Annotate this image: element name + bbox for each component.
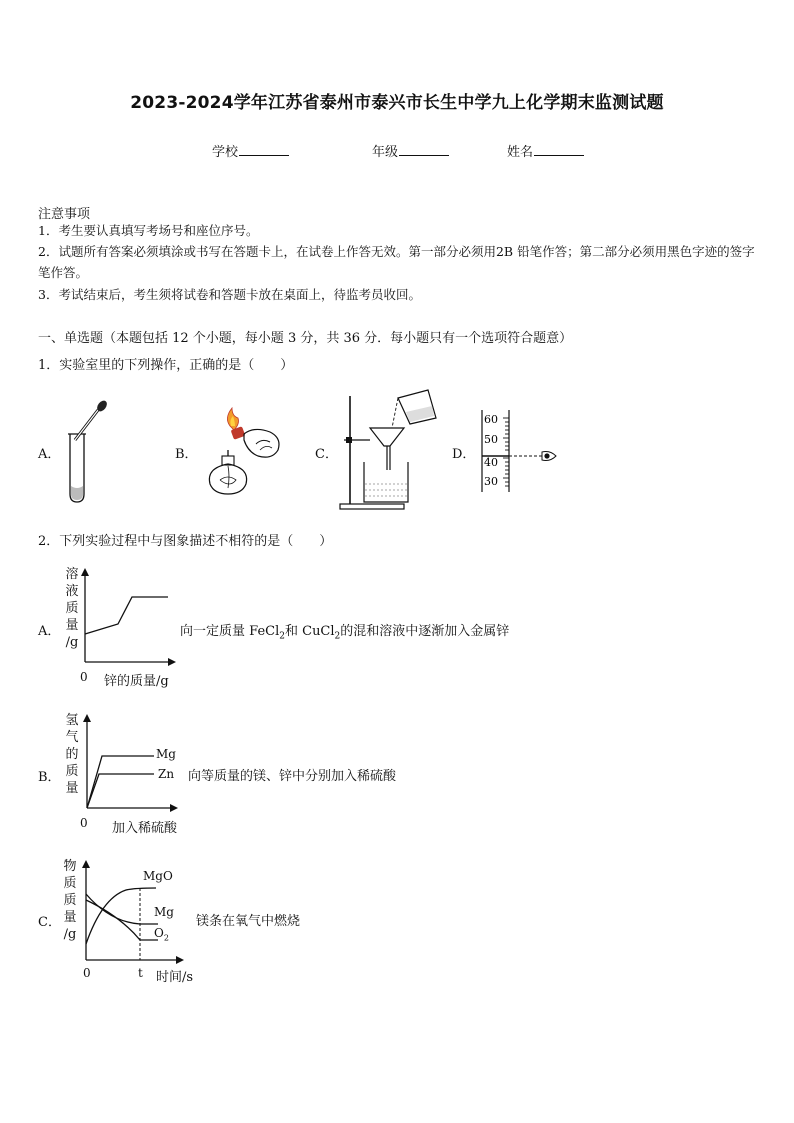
q2b-mg-curve (87, 756, 154, 808)
q2c-y-axis-label (62, 858, 78, 943)
note-item-1: 1．考生要认真填写考场号和座位序号。 (38, 223, 259, 238)
q2a-y-axis-label (64, 566, 80, 651)
q1-option-b-label: B． (175, 447, 198, 462)
school-label: 学校 (212, 145, 239, 160)
q2b-x-axis-label: 加入稀硫酸 (112, 821, 178, 836)
grade-blank[interactable] (399, 143, 449, 156)
q2a-ylabel-char: 液 (65, 584, 79, 599)
cylinder-tick-40: 40 (484, 456, 498, 469)
q2b-zn-curve (87, 774, 154, 808)
note-item-2: 2．试题所有答案必须填涂或书写在答题卡上，在试卷上作答无效。第一部分必须用2B 铅笔作答；第二部分必须用黑色字迹的签字笔作答。 (38, 244, 755, 280)
dropper-test-tube-illustration (62, 398, 116, 504)
q2a-graph (80, 566, 180, 666)
q2b-series-mg: Mg (156, 747, 176, 761)
q2c-o2-sub: 2 (163, 933, 169, 943)
q2a-x-axis-label: 锌的质量/g (104, 674, 169, 689)
q2c-t-label: t (138, 966, 143, 980)
q2a-ylabel-char: /g (65, 635, 79, 650)
q2-option-c-label: C． (38, 915, 61, 930)
q2b-origin: 0 (80, 816, 88, 830)
q2b-graph (82, 712, 182, 812)
graduated-cylinder-reading-illustration (476, 408, 562, 494)
q1-option-a-label: A． (38, 447, 61, 462)
school-field (212, 141, 289, 160)
q2c-ylabel-char: 量 (63, 910, 77, 925)
cylinder-tick-30: 30 (484, 475, 498, 488)
note-item-3: 3．考试结束后，考生须将试卷和答题卡放在桌面上，待监考员收回。 (38, 287, 421, 302)
q2b-ylabel-char: 的 (65, 747, 79, 762)
q2a-curve (85, 597, 168, 634)
question-1-stem: 1．实验室里的下列操作，正确的是（ ） (38, 358, 294, 373)
q2-option-a-label: A． (38, 624, 61, 639)
q2c-ylabel-char: /g (63, 927, 77, 942)
q2c-mgo-curve (86, 888, 156, 944)
q2c-ylabel-char: 质 (63, 893, 77, 908)
q2c-description: 镁条在氧气中燃烧 (196, 914, 301, 929)
q2c-series-o2 (154, 926, 169, 942)
q2c-o2-text: O (154, 926, 164, 940)
cylinder-tick-60: 60 (484, 413, 498, 426)
name-blank[interactable] (534, 143, 584, 156)
cylinder-tick-50: 50 (484, 433, 498, 446)
q2a-ylabel-char: 溶 (65, 567, 79, 582)
q2c-ylabel-char: 物 (63, 859, 77, 874)
q2b-y-axis-label (64, 712, 80, 797)
q2a-desc-sub: 2 (279, 631, 285, 642)
q2b-ylabel-char: 氢 (65, 713, 79, 728)
section-heading: 一、单选题（本题包括 12 个小题，每小题 3 分，共 36 分．每小题只有一个选项符合题意） (38, 331, 573, 346)
q2b-description: 向等质量的镁、锌中分别加入稀硫酸 (188, 769, 397, 784)
notes-heading: 注意事项 (38, 207, 91, 222)
grade-field (372, 141, 449, 160)
grade-label: 年级 (372, 145, 399, 160)
q2a-origin: 0 (80, 670, 88, 684)
q2b-ylabel-char: 量 (65, 781, 79, 796)
q2c-x-axis-label: 时间/s (156, 970, 194, 985)
q2c-series-mgo: MgO (143, 869, 173, 883)
q1-option-c-label: C． (315, 447, 338, 462)
school-blank[interactable] (239, 143, 289, 156)
alcohol-lamp-lighting-illustration (200, 404, 286, 500)
q2a-desc-text: 和 CuCl (284, 624, 335, 639)
page-title: 2023-2024学年江苏省泰州市泰兴市长生中学九上化学期末监测试题 (130, 93, 664, 113)
q1-option-d-label: D． (452, 447, 476, 462)
q2a-ylabel-char: 质 (65, 601, 79, 616)
q2a-desc-sub: 2 (334, 631, 341, 642)
q2a-description (180, 620, 509, 642)
question-2-stem: 2．下列实验过程中与图象描述不相符的是（ ） (38, 534, 333, 549)
q2b-series-zn: Zn (158, 767, 175, 781)
q2-option-b-label: B． (38, 770, 61, 785)
q2b-ylabel-char: 气 (65, 730, 79, 745)
q2a-desc-text: 的混和溶液中逐渐加入金属锌 (340, 624, 510, 639)
q2a-desc-text: 向一定质量 FeCl (180, 624, 280, 639)
filtration-apparatus-illustration (336, 388, 440, 512)
q2a-ylabel-char: 量 (65, 618, 79, 633)
q2c-ylabel-char: 质 (63, 876, 77, 891)
name-field (507, 141, 584, 160)
q2c-origin: 0 (83, 966, 91, 980)
q2b-ylabel-char: 质 (65, 764, 79, 779)
name-label: 姓名 (507, 145, 534, 160)
q2c-series-mg: Mg (154, 905, 174, 919)
